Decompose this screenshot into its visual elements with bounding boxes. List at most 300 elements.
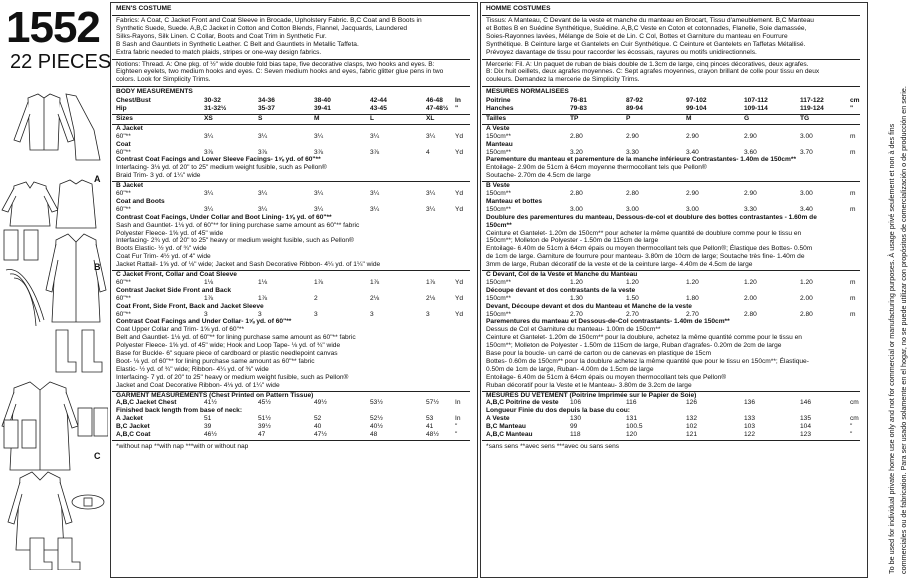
rule bbox=[482, 59, 860, 60]
fr-yardage-value: 2.90 bbox=[686, 132, 699, 140]
fr-yardage-row: 3mm de large, Ruban décoratif de la veste et de la ceinture large- 4.40m de 4.5cm de large bbox=[486, 261, 753, 269]
fr-yardage-row: Base pour la boucle- un carré de carton ou de canevas en plastique de 15cm bbox=[486, 350, 712, 357]
en-yardage-row: 60"** bbox=[116, 190, 131, 197]
en-yardage-value: 3¼ bbox=[426, 205, 436, 213]
fr-yardage-row: Ruban décoratif pour la Veste et le Manteau- 3.80m de 3.2cm de large bbox=[486, 381, 692, 389]
fr-yardage-row: Parementures du manteau et Dessous-de-Col contrastants- 1.40m de 150cm** bbox=[486, 318, 730, 326]
en-yardage-row: 60"** bbox=[116, 205, 131, 213]
fr-notions-line: Mercerie: Fil. A: Un paquet de ruban de biais double de 1.3cm de large, cinq pinces décoratives, deux agrafes. bbox=[486, 60, 809, 68]
fr-garment-value: 102 bbox=[686, 423, 698, 431]
fr-yardage-unit: m bbox=[850, 310, 856, 318]
en-garment-value: 47 bbox=[258, 431, 266, 438]
en-hip-label: Hip bbox=[116, 105, 127, 112]
fr-body-measurements-heading: MESURES NORMALISEES bbox=[486, 88, 569, 96]
en-yardage-row: Interfacing- 3⅛ yd. of 20" to 25" medium weight fusible, such as Pellon® bbox=[116, 164, 327, 172]
en-yardage-row: Polyester Fleece- 1⅝ yd. of 45" wide bbox=[116, 229, 224, 237]
en-garment-value: 53 bbox=[426, 415, 434, 423]
en-garment-value: 41½ bbox=[204, 399, 217, 407]
en-sizes-value: M bbox=[314, 114, 320, 122]
view-c-belt-drawing bbox=[72, 495, 104, 509]
view-b-coat-drawing bbox=[46, 234, 106, 322]
fr-yardage-row: 150cm** bbox=[486, 190, 511, 197]
fr-fabrics-line: et Bottes B en Suédine Synthétique, Suédine. A,B,C Veste en Coton et cotonnades, Flanelle, Soie damassée, bbox=[486, 24, 807, 32]
en-yardage-value: 3¼ bbox=[370, 205, 380, 213]
en-yardage-row: Coat Fur Trim- 4½ yd. of 4" wide bbox=[116, 253, 211, 261]
en-sizes-value: L bbox=[370, 114, 375, 122]
fr-chest-value: 117-122 bbox=[800, 97, 824, 105]
view-a-coat-drawing bbox=[14, 94, 100, 160]
fr-garment-value: 135 bbox=[800, 415, 812, 423]
fr-yardage-value: 2.90 bbox=[626, 132, 639, 140]
en-yardage-row: 60"** bbox=[116, 278, 131, 286]
en-fabrics-line: Synthetic Suede, Suede. A,B,C Jacket in Cotton and Cotton Blends, Flannel, Jacquards, Laundered bbox=[116, 24, 408, 32]
en-yardage-row: Base for Buckle- 6" square piece of cardboard or plastic needlepoint canvas bbox=[116, 350, 338, 357]
fr-garment-value: 146 bbox=[800, 399, 812, 407]
en-sizes-value: S bbox=[258, 114, 263, 122]
en-yardage-unit: Yd bbox=[455, 148, 464, 156]
en-yardage-value: 4 bbox=[426, 148, 430, 156]
usage-notice bbox=[869, 4, 915, 576]
fr-yardage-row: Entoilage- 6.40m de 51cm à 64cm épais ou moyen thermocollant tels que Pellon® bbox=[486, 373, 727, 381]
en-fabrics-line: Extra fabric needed to match plaids, stripes or one-way design fabrics. bbox=[116, 48, 322, 56]
en-yardage-row: Coat Front, Side Front, Back and Jacket Sleeve bbox=[116, 302, 264, 310]
fr-garment-value: 116 bbox=[626, 399, 637, 407]
fr-yardage-value: 1.20 bbox=[686, 278, 699, 286]
fr-garment-value: 136 bbox=[744, 399, 756, 407]
en-hip-value: 43-45 bbox=[370, 105, 387, 112]
fr-sizes-value: P bbox=[626, 114, 631, 122]
en-body-measurements-heading: BODY MEASUREMENTS bbox=[116, 88, 193, 96]
fr-yardage-unit: m bbox=[850, 148, 856, 156]
en-garment-value: 40 bbox=[314, 423, 322, 431]
fr-yardage-value: 3.60 bbox=[744, 148, 757, 156]
fr-yardage-unit: m bbox=[850, 278, 856, 286]
fr-garment-unit: cm bbox=[850, 415, 859, 423]
rule bbox=[112, 181, 470, 182]
en-yardage-row: Coat Upper Collar and Trim- 1⅝ yd. of 60"** bbox=[116, 326, 245, 334]
rule bbox=[112, 440, 470, 441]
fr-garment-row: Longueur Finie du dos depuis la base du cou: bbox=[486, 407, 630, 415]
fr-yardage-value: 1.80 bbox=[686, 294, 699, 302]
fr-hip-value: 119-124 bbox=[800, 105, 824, 112]
fr-yardage-row: Entoilage- 2.90m de 51cm à 64cm moyenne thermocollant tels que Pellon® bbox=[486, 164, 707, 172]
en-yardage-row: C Jacket Front, Collar and Coat Sleeve bbox=[116, 271, 237, 278]
view-a-tunic-drawing bbox=[2, 180, 96, 228]
en-garment-unit: " bbox=[455, 423, 458, 431]
en-garment-row: A,B,C Jacket Chest bbox=[116, 399, 177, 407]
fr-hip-value: 89-94 bbox=[626, 105, 643, 112]
en-yardage-row: Braid Trim- 3 yd. of 1¼" wide bbox=[116, 172, 201, 180]
en-yardage-row: Interfacing- 7 yd. of 20" to 25" heavy or medium weight fusible, such as Pellon® bbox=[116, 373, 349, 381]
en-garment-value: 57½ bbox=[426, 399, 439, 407]
view-label-b: B bbox=[94, 262, 101, 272]
en-yardage-row: Contrast Coat Facings and Lower Sleeve Facings- 1⅝ yd. of 60"** bbox=[116, 156, 321, 164]
fr-fabrics-line: Soies-Rayonnes lavées, Mélange de Soie et de Lin. C Col, Bottes et Garniture du manteau en Fourrure bbox=[486, 32, 788, 40]
en-yardage-row: 60"** bbox=[116, 148, 131, 156]
en-yardage-value: 3¼ bbox=[204, 205, 214, 213]
rule bbox=[482, 181, 860, 182]
en-garment-value: 52½ bbox=[370, 415, 383, 423]
en-yardage-row: 60"** bbox=[116, 132, 131, 140]
fr-yardage-row: Doublure des parementures du manteau, Dessous-de-col et doublure des bottes contrastantes - 1.60m de bbox=[486, 213, 817, 221]
fr-sizes-label: Tailles bbox=[486, 114, 507, 122]
fr-fabrics-line: Tissus: A Manteau, C Devant de la veste et manche du manteau en Brocart, Tissu d'ameublement. B,C Manteau bbox=[486, 17, 814, 24]
en-chest-label: Chest/Bust bbox=[116, 97, 151, 105]
fr-garment-heading: MESURES DU VÊTEMENT (Poitrine Imprimée sur le Papier de Soie) bbox=[486, 391, 697, 399]
fr-yardage-value: 1.20 bbox=[744, 278, 757, 286]
en-chest-value: 42-44 bbox=[370, 97, 387, 105]
en-garment-value: 53½ bbox=[370, 399, 383, 407]
fr-garment-value: 121 bbox=[686, 431, 698, 438]
en-yardage-value: 3¼ bbox=[370, 132, 380, 140]
fr-garment-value: 126 bbox=[686, 399, 698, 407]
rule bbox=[112, 59, 470, 60]
technical-drawings bbox=[0, 90, 108, 570]
fr-garment-value: 131 bbox=[626, 415, 638, 423]
fr-sizes-value: TG bbox=[800, 114, 810, 122]
en-yardage-unit: Yd bbox=[455, 278, 464, 286]
en-yardage-value: 3 bbox=[426, 310, 430, 318]
en-fabrics-line: B Sash and Gauntlets in Synthetic Leather. C Belt and Gauntlets in Metallic Taffeta. bbox=[116, 40, 359, 48]
fr-yardage-value: 2.70 bbox=[570, 310, 583, 318]
fr-yardage-unit: m bbox=[850, 294, 856, 302]
rule bbox=[482, 440, 860, 441]
en-yardage-value: 3 bbox=[204, 310, 208, 318]
en-garment-value: 51½ bbox=[258, 415, 271, 423]
en-garment-value: 45½ bbox=[258, 399, 271, 407]
en-garment-unit: " bbox=[455, 431, 458, 438]
en-yardage-value: 1⅞ bbox=[314, 278, 324, 286]
fr-hip-unit: " bbox=[850, 105, 854, 112]
fr-hip-value: 99-104 bbox=[686, 105, 707, 112]
fr-garment-row: A,B,C Manteau bbox=[486, 431, 533, 438]
en-title: MEN'S COSTUME bbox=[116, 5, 172, 12]
fr-garment-value: 123 bbox=[800, 431, 812, 438]
fr-yardage-value: 2.00 bbox=[744, 294, 757, 302]
en-yardage-row: Jacket Rattail- 1⅝ yd. of ⅛" wide; Jacket and Sash Decorative Ribbon- 4¼ yd. of 1¼" wide bbox=[116, 261, 381, 269]
en-yardage-row: Contrast Coat Facings, Under Collar and Boot Lining- 1⅝ yd. of 60"** bbox=[116, 213, 332, 221]
en-yardage-row: 60"** bbox=[116, 294, 131, 302]
view-label-a: A bbox=[94, 174, 101, 184]
en-sizes-value: XL bbox=[426, 114, 435, 122]
en-hip-value: 39-41 bbox=[314, 105, 331, 112]
fr-garment-unit: " bbox=[850, 423, 853, 431]
fr-yardage-row: 150cm** bbox=[486, 221, 512, 229]
rule bbox=[112, 124, 470, 125]
en-yardage-value: 3¼ bbox=[314, 132, 324, 140]
en-yardage-value: 3⅞ bbox=[314, 148, 324, 156]
en-yardage-value: 1⅛ bbox=[204, 278, 214, 286]
en-yardage-value: 3¼ bbox=[204, 132, 214, 140]
fr-garment-value: 122 bbox=[744, 431, 756, 438]
fr-hip-label: Hanches bbox=[486, 105, 514, 112]
en-yardage-unit: Yd bbox=[455, 132, 464, 140]
rule bbox=[112, 86, 470, 87]
fr-yardage-value: 3.00 bbox=[800, 132, 813, 140]
fr-yardage-value: 1.20 bbox=[626, 278, 639, 286]
en-notions-line: Notions: Thread. A: One pkg. of ½" wide double fold bias tape, five decorative clasps, two hooks and eyes. B: bbox=[116, 60, 435, 68]
en-notions-line: colors. Look for Simplicity Trims. bbox=[116, 76, 211, 84]
en-yardage-row: Elastic- ½ yd. of ¾" wide; Ribbon- 4¼ yd. of ⅜" wide bbox=[116, 365, 269, 373]
fr-yardage-row: 150cm** bbox=[486, 278, 511, 286]
fr-yardage-row: B Veste bbox=[486, 182, 510, 190]
en-yardage-row: Sash and Gauntlet- 1⅛ yd. of 60"** for lining purchase same amount as 60"** fabric bbox=[116, 221, 360, 229]
en-chest-value: 34-36 bbox=[258, 97, 275, 105]
fr-garment-value: 99 bbox=[570, 423, 578, 431]
en-yardage-row: A Jacket bbox=[116, 124, 143, 132]
en-yardage-value: 3 bbox=[314, 310, 318, 318]
fr-yardage-value: 3.70 bbox=[800, 148, 813, 156]
fr-title: HOMME COSTUMES bbox=[486, 5, 551, 12]
view-b-sash-drawing bbox=[6, 269, 44, 326]
en-yardage-row: B Jacket bbox=[116, 182, 144, 190]
en-yardage-row: Jacket and Coat Decorative Ribbon- 4⅛ yd. of 1¼" wide bbox=[116, 381, 280, 389]
en-fabrics-line: Silks-Rayons, Silk Linen. C Collar, Boots and Coat Trim in Synthetic Fur. bbox=[116, 32, 327, 40]
en-yardage-unit: Yd bbox=[455, 294, 464, 302]
fr-garment-value: 118 bbox=[570, 431, 581, 438]
en-garment-row: A Jacket bbox=[116, 415, 143, 423]
fr-yardage-value: 3.40 bbox=[800, 205, 813, 213]
en-garment-value: 51 bbox=[204, 415, 212, 423]
fr-garment-value: 132 bbox=[686, 415, 698, 423]
en-sizes-label: Sizes bbox=[116, 114, 133, 122]
fr-yardage-value: 2.70 bbox=[686, 310, 699, 318]
fr-yardage-row: Devant, Découpe devant et dos du Manteau et Manche de la veste bbox=[486, 302, 692, 310]
fr-yardage-unit: m bbox=[850, 190, 856, 197]
en-hip-value: 35-37 bbox=[258, 105, 275, 112]
en-yardage-row: 60"** bbox=[116, 310, 131, 318]
fr-yardage-row: Découpe devant et dos contrastants de la veste bbox=[486, 286, 636, 294]
fr-chest-value: 76-81 bbox=[570, 97, 587, 105]
en-sizes-value: XS bbox=[204, 114, 213, 122]
en-garment-row: A,B,C Coat bbox=[116, 431, 151, 438]
fr-yardage-row: 150cm** bbox=[486, 148, 511, 156]
en-chest-value: 30-32 bbox=[204, 97, 221, 105]
en-garment-value: 46½ bbox=[204, 431, 217, 438]
en-yardage-value: 1⅞ bbox=[258, 294, 268, 302]
fr-garment-row: A Veste bbox=[486, 415, 510, 423]
fr-garment-value: 103 bbox=[744, 423, 756, 431]
fr-sizes-value: TP bbox=[570, 114, 579, 122]
fr-yardage-value: 2.00 bbox=[800, 294, 813, 302]
en-garment-value: 47½ bbox=[314, 431, 327, 438]
fr-yardage-row: Parementure du manteau et parementure de la manche inférieure Contrastantes- 1.40m de 150cm** bbox=[486, 156, 797, 164]
fr-yardage-value: 2.80 bbox=[800, 310, 813, 318]
en-garment-value: 39½ bbox=[258, 423, 271, 431]
en-hip-value: 31-32½ bbox=[204, 105, 227, 112]
fr-yardage-row: Bottes- 0.60m de 150cm** pour la doublure achetez la même quantité que pour le tissu en 150cm**; Élastique- bbox=[486, 357, 809, 365]
en-yardage-value: 3¼ bbox=[426, 132, 436, 140]
en-yardage-value: 3⅞ bbox=[258, 148, 268, 156]
fr-yardage-value: 1.50 bbox=[626, 294, 639, 302]
en-garment-value: 48½ bbox=[426, 431, 439, 438]
en-yardage-value: 3¼ bbox=[314, 190, 324, 197]
en-yardage-row: Coat and Boots bbox=[116, 197, 165, 205]
en-yardage-value: 2⅛ bbox=[426, 294, 436, 302]
fr-garment-row: B,C Manteau bbox=[486, 423, 526, 431]
fr-yardage-row: 150cm**; Molleton de Polyester - 1.50m de 115cm de large, Ruban d'agrafes- 0.20m de 2cm de large bbox=[486, 342, 782, 350]
rule bbox=[482, 124, 860, 125]
en-yardage-value: 3¼ bbox=[314, 205, 324, 213]
fr-nap-footnote: *sans sens **avec sens ***avec ou sans sens bbox=[486, 442, 620, 450]
en-yardage-value: 3⅞ bbox=[370, 148, 380, 156]
fr-yardage-value: 1.20 bbox=[570, 278, 583, 286]
en-yardage-value: 2⅛ bbox=[370, 294, 380, 302]
en-hip-value: 47-48½ bbox=[426, 105, 449, 112]
en-garment-value: 49½ bbox=[314, 399, 327, 407]
fr-yardage-unit: m bbox=[850, 132, 856, 140]
fr-garment-value: 130 bbox=[570, 415, 582, 423]
fr-yardage-row: 150cm** bbox=[486, 205, 511, 213]
fr-fabrics-line: Synthétique. B Ceinture large et Gantelets en Cuir Synthétique. C Ceinture et Gantelets en Taffetas Métallisé. bbox=[486, 40, 806, 48]
en-yardage-value: 1⅛ bbox=[258, 278, 268, 286]
fr-garment-value: 106 bbox=[570, 399, 582, 407]
fr-yardage-value: 2.70 bbox=[626, 310, 639, 318]
fr-yardage-row: 0.50m de 1cm de large, Ruban- 4.00m de 1.5cm de large bbox=[486, 365, 654, 373]
en-yardage-unit: Yd bbox=[455, 310, 464, 318]
fr-yardage-row: A Veste bbox=[486, 124, 510, 132]
en-yardage-value: 3 bbox=[258, 310, 262, 318]
fr-garment-value: 104 bbox=[800, 423, 812, 431]
fr-yardage-unit: m bbox=[850, 205, 856, 213]
en-yardage-row: Interfacing- 2¾ yd. of 20" to 25" heavy or medium weight fusible, such as Pellon® bbox=[116, 237, 354, 245]
fr-yardage-value: 3.00 bbox=[626, 205, 639, 213]
en-chest-value: 38-40 bbox=[314, 97, 331, 105]
view-label-c: C bbox=[94, 451, 101, 461]
en-chest-value: 46-48 bbox=[426, 97, 443, 105]
fr-yardage-value: 3.40 bbox=[686, 148, 699, 156]
en-yardage-value: 3¼ bbox=[370, 190, 380, 197]
fr-yardage-value: 3.20 bbox=[570, 148, 583, 156]
en-yardage-row: Contrast Coat Facings and Under Collar- 1⅝ yd. of 60"** bbox=[116, 318, 292, 326]
fr-yardage-row: 150cm** bbox=[486, 132, 511, 140]
en-garment-value: 40½ bbox=[370, 423, 383, 431]
en-yardage-row: Belt and Gauntlet- 1⅛ yd. of 60"** for lining purchase same amount as 60"** fabric bbox=[116, 334, 356, 342]
fr-garment-row: A,B,C Poitrine de veste bbox=[486, 399, 559, 407]
en-yardage-value: 3¼ bbox=[426, 190, 436, 197]
en-yardage-row: Coat bbox=[116, 140, 131, 148]
usage-notice-line-1: To be used for individual private home use only and not for commercial or manufacturing purposes. À usage privé seulement et non à des fins bbox=[887, 123, 896, 574]
fr-notions-line: B: Dix huit oeillets, deux agrafes moyennes. C: Sept agrafes moyennes, crayon brillant de colle pour tissu en deux bbox=[486, 68, 820, 76]
en-garment-value: 39 bbox=[204, 423, 212, 431]
fr-yardage-value: 2.80 bbox=[744, 310, 757, 318]
en-garment-row: B,C Jacket bbox=[116, 423, 150, 431]
fr-yardage-row: C Devant, Col de la Veste et Manche du Manteau bbox=[486, 271, 638, 278]
en-garment-row: Finished back length from base of neck: bbox=[116, 407, 243, 415]
usage-notice-line-2: commerciales ou de fabrication. Para ser usado solamente en el hogar, no se puede utilizar con propósitos de comercialización o de producción en serie. bbox=[899, 86, 908, 574]
fr-yardage-row: Manteau et bottes bbox=[486, 197, 543, 205]
fr-yardage-value: 3.00 bbox=[686, 205, 699, 213]
en-yardage-row: Boots Elastic- ½ yd. of ¾" wide bbox=[116, 245, 207, 253]
en-yardage-unit: Yd bbox=[455, 205, 464, 213]
fr-yardage-value: 2.80 bbox=[570, 190, 583, 197]
en-yardage-value: 3¼ bbox=[258, 132, 268, 140]
en-yardage-value: 2 bbox=[314, 294, 318, 302]
fr-garment-value: 133 bbox=[744, 415, 756, 423]
fr-yardage-value: 3.30 bbox=[626, 148, 639, 156]
en-garment-unit: In bbox=[455, 399, 461, 407]
fr-yardage-row: de 1cm de large. Garniture de fourrure pour manteau- 3.80m de 10cm de large; Soutache très fine- 1.40m de bbox=[486, 253, 805, 261]
fr-yardage-value: 2.80 bbox=[626, 190, 639, 197]
fr-yardage-row: Entoilage- 6.40m de 51cm à 64cm épais ou moyen thermocollant tels que Pellon®; Élastique des Bottes- 0.50m bbox=[486, 245, 813, 253]
en-yardage-value: 3¼ bbox=[258, 190, 268, 197]
en-yardage-value: 3¼ bbox=[258, 205, 268, 213]
fr-chest-value: 87-92 bbox=[626, 97, 643, 105]
en-notions-line: Eighteen eyelets, two medium hooks and eyes. C: Seven medium hooks and eyes, fabric glitter glue pens in two bbox=[116, 68, 444, 76]
fr-yardage-value: 2.90 bbox=[686, 190, 699, 197]
fr-yardage-value: 1.30 bbox=[570, 294, 583, 302]
fr-yardage-row: Manteau bbox=[486, 140, 513, 148]
en-garment-value: 41 bbox=[426, 423, 434, 431]
view-a-gauntlet-drawing bbox=[4, 230, 38, 260]
rule bbox=[482, 86, 860, 87]
fr-sizes-value: M bbox=[686, 114, 692, 122]
fr-yardage-value: 3.00 bbox=[570, 205, 583, 213]
fr-chest-unit: cm bbox=[850, 97, 860, 105]
fr-hip-value: 109-114 bbox=[744, 105, 768, 112]
fr-yardage-row: Dessus de Col et Garniture du manteau- 1.00m de 150cm** bbox=[486, 326, 661, 334]
fr-fabrics-line: Prévoyez davantage de tissu pour raccorder les écossais, rayures ou motifs unidirectionnels. bbox=[486, 48, 757, 56]
fr-chest-label: Poitrine bbox=[486, 97, 511, 105]
en-yardage-value: 3¼ bbox=[204, 190, 214, 197]
en-fabrics-line: Fabrics: A Coat, C Jacket Front and Coat Sleeve in Brocade, Upholstery Fabric. B,C Coat and B Boots in bbox=[116, 17, 422, 24]
en-yardage-unit: Yd bbox=[455, 190, 464, 197]
fr-yardage-row: Soutache- 2.70m de 4.5cm de large bbox=[486, 172, 591, 180]
piece-count: 22 PIECES bbox=[10, 51, 112, 73]
en-yardage-value: 3 bbox=[370, 310, 374, 318]
rule bbox=[112, 114, 470, 115]
fr-yardage-row: 150cm** bbox=[486, 310, 511, 318]
en-chest-unit: In bbox=[455, 97, 461, 105]
fr-sizes-value: G bbox=[744, 114, 750, 122]
en-garment-unit: In bbox=[455, 415, 461, 423]
rule bbox=[112, 15, 470, 16]
fr-garment-unit: " bbox=[850, 431, 853, 438]
en-garment-heading: GARMENT MEASUREMENTS (Chest Printed on Pattern Tissue) bbox=[116, 391, 314, 399]
en-yardage-value: 3⅞ bbox=[204, 148, 214, 156]
fr-yardage-row: Ceinture et Gantelet- 1.20m de 150cm** pour acheter la même quantité de doublure comme pour le tissu en bbox=[486, 229, 802, 237]
en-yardage-value: 1⅞ bbox=[204, 294, 214, 302]
pattern-number: 1552 bbox=[6, 3, 100, 52]
fr-yardage-value: 2.90 bbox=[744, 132, 757, 140]
rule bbox=[482, 15, 860, 16]
fr-yardage-value: 3.30 bbox=[744, 205, 757, 213]
fr-yardage-row: 150cm**; Molleton de Polyester - 1.50m de 115cm de large bbox=[486, 237, 659, 245]
fr-garment-value: 120 bbox=[626, 431, 638, 438]
fr-yardage-row: 150cm** bbox=[486, 294, 511, 302]
fr-yardage-value: 2.90 bbox=[744, 190, 757, 197]
view-b-boots-drawing bbox=[56, 330, 102, 372]
en-garment-value: 52 bbox=[314, 415, 322, 423]
en-garment-value: 48 bbox=[370, 431, 378, 438]
en-nap-footnote: *without nap **with nap ***with or without nap bbox=[116, 442, 249, 450]
fr-yardage-value: 1.20 bbox=[800, 278, 813, 286]
fr-hip-value: 79-83 bbox=[570, 105, 587, 112]
fr-garment-value: 100.5 bbox=[626, 423, 643, 431]
en-yardage-row: Contrast Jacket Side Front and Back bbox=[116, 286, 232, 294]
fr-garment-unit: cm bbox=[850, 399, 859, 407]
fr-yardage-value: 3.00 bbox=[800, 190, 813, 197]
fr-yardage-row: Ceinture et Gantelet- 1.20m de 150cm** pour la doublure, achetez la même quantité comme pour le tissu en bbox=[486, 334, 802, 342]
en-hip-unit: " bbox=[455, 105, 459, 112]
en-yardage-value: 1⅞ bbox=[370, 278, 380, 286]
en-yardage-value: 1⅞ bbox=[426, 278, 436, 286]
fr-chest-value: 107-112 bbox=[744, 97, 768, 105]
fr-notions-line: couleurs. Demandez la mercerie de Simplicity Trims. bbox=[486, 76, 640, 84]
fr-yardage-value: 2.80 bbox=[570, 132, 583, 140]
en-yardage-row: Polyester Fleece- 1⅝ yd. of 45" wide; Hook and Loop Tape- ⅛ yd. of ¾" wide bbox=[116, 342, 341, 350]
en-yardage-row: Boot- ⅛ yd. of 60"** for lining purchase same amount as 60"** fabric bbox=[116, 357, 315, 365]
